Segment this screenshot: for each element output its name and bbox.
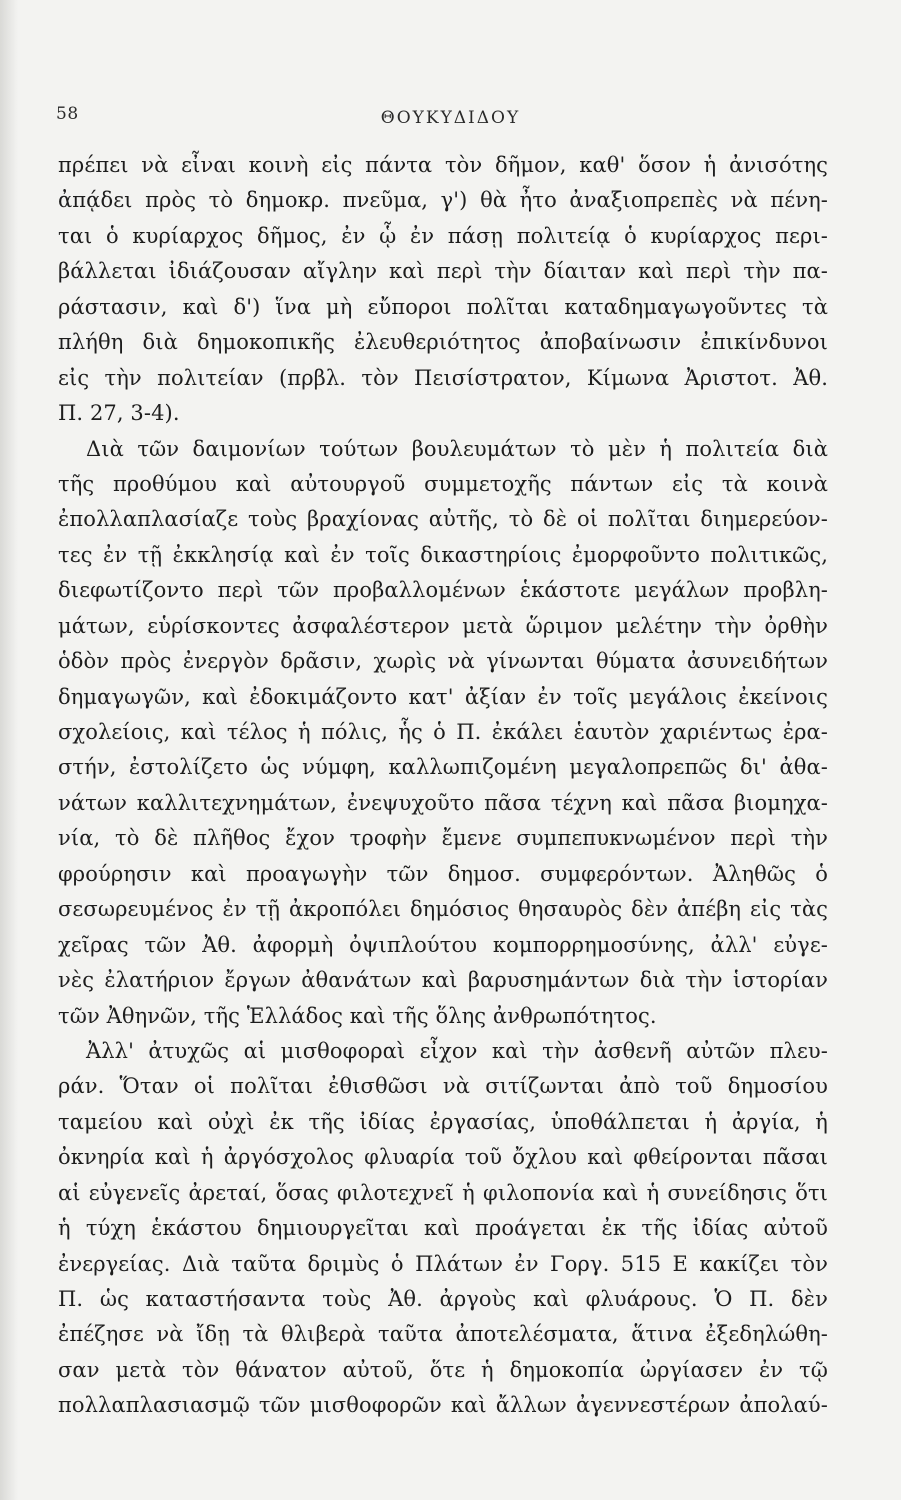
text-line: πολλαπλασιασμῷ τῶν μισθοφορῶν καὶ ἄλλων ἀγεννεστέρων ἀπολαύ- (58, 1393, 828, 1418)
text-line: ὁδὸν πρὸς ἐνεργὸν δρᾶσιν, χωρὶς νὰ γίνωνται θύματα ἀσυνειδήτων (58, 649, 828, 674)
text-line: δημαγωγῶν, καὶ ἐδοκιμάζοντο κατ' ἀξίαν ἐν τοῖς μεγάλοις ἐκείνοις (58, 684, 828, 709)
text-line: ράστασιν, καὶ δ') ἵνα μὴ εὔποροι πολῖται καταδημαγωγοῦντες τὰ (58, 294, 828, 319)
text-line: αἱ εὐγενεῖς ἀρεταί, ὅσας φιλοτεχνεῖ ἡ φιλοπονία καὶ ἡ συνείδησις ὅτι (58, 1180, 828, 1205)
text-line: Διὰ τῶν δαιμονίων τούτων βουλευμάτων τὸ μὲν ἡ πολιτεία διὰ (86, 436, 828, 461)
page-number: 58 (56, 104, 79, 124)
text-line: εἰς τὴν πολιτείαν (πρβλ. τὸν Πεισίστρατον, Κίμωνα Ἀριστοτ. Ἀθ. (58, 365, 828, 390)
text-line: πλήθη διὰ δημοκοπικῆς ἐλευθεριότητος ἀποβαίνωσιν ἐπικίνδυνοι (58, 330, 828, 355)
text-line: σχολείοις, καὶ τέλος ἡ πόλις, ἧς ὁ Π. ἐκάλει ἑαυτὸν χαριέντως ἐρα- (58, 720, 828, 744)
text-line: Ἀλλ' ἀτυχῶς αἱ μισθοφοραὶ εἶχον καὶ τὴν ἀσθενῆ αὐτῶν πλευ- (86, 1038, 828, 1063)
text-line: μάτων, εὑρίσκοντες ἀσφαλέστερον μετὰ ὥριμον μελέτην τὴν ὀρθὴν (58, 613, 828, 638)
text-line: ται ὁ κυρίαρχος δῆμος, ἐν ᾧ ἐν πάσῃ πολιτείᾳ ὁ κυρίαρχος περι- (58, 223, 828, 248)
text-line: ἐπολλαπλασίαζε τοὺς βραχίονας αὐτῆς, τὸ δὲ οἱ πολῖται διημερεύον- (58, 507, 828, 532)
text-line: βάλλεται ἰδιάζουσαν αἴγλην καὶ περὶ τὴν δίαιταν καὶ περὶ τὴν πα- (58, 259, 828, 284)
running-title: ΘΟΥΚΥΔΙΔΟΥ (380, 108, 521, 128)
text-line: ἀπᾴδει πρὸς τὸ δημοκρ. πνεῦμα, γ') θὰ ἦτο ἀναξιοπρεπὲς νὰ πένη- (58, 188, 828, 213)
text-line: στήν, ἐστολίζετο ὡς νύμφη, καλλωπιζομένη μεγαλοπρεπῶς δι' ἀθα- (58, 755, 828, 780)
text-line: διεφωτίζοντο περὶ τῶν προβαλλομένων ἑκάστοτε μεγάλων προβλη- (58, 578, 828, 603)
text-line: σεσωρευμένος ἐν τῇ ἀκροπόλει δημόσιος θησαυρὸς δὲν ἀπέβη εἰς τὰς (58, 897, 828, 922)
text-line: Π. 27, 3-4). (58, 401, 180, 426)
body-text (58, 148, 828, 1424)
text-line: ράν. Ὅταν οἱ πολῖται ἐθισθῶσι νὰ σιτίζωνται ἀπὸ τοῦ δημοσίου (58, 1074, 828, 1099)
text-line: Π. ὡς καταστήσαντα τοὺς Ἀθ. ἀργοὺς καὶ φλυάρους. Ὁ Π. δὲν (58, 1287, 828, 1311)
text-line: νία, τὸ δὲ πλῆθος ἔχον τροφὴν ἔμενε συμπεπυκνωμένον περὶ τὴν (58, 826, 828, 851)
text-line: ὀκνηρία καὶ ἡ ἀργόσχολος φλυαρία τοῦ ὄχλου καὶ φθείρονται πᾶσαι (58, 1145, 828, 1170)
text-line: φρούρησιν καὶ προαγωγὴν τῶν δημοσ. συμφερόντων. Ἀληθῶς ὁ (58, 861, 828, 886)
text-line: ἐνεργείας. Διὰ ταῦτα δριμὺς ὁ Πλάτων ἐν Γοργ. 515 Ε κακίζει τὸν (58, 1251, 828, 1276)
page-gutter-shadow (0, 0, 18, 1500)
text-line: ταμείου καὶ οὐχὶ ἐκ τῆς ἰδίας ἐργασίας, ὑποθάλπεται ἡ ἀργία, ἡ (58, 1109, 828, 1134)
text-line: τες ἐν τῇ ἐκκλησίᾳ καὶ ἐν τοῖς δικαστηρίοις ἐμορφοῦντο πολιτικῶς, (58, 542, 828, 567)
text-line: ἡ τύχη ἑκάστου δημιουργεῖται καὶ προάγεται ἐκ τῆς ἰδίας αὐτοῦ (58, 1216, 828, 1241)
text-line: τῆς προθύμου καὶ αὐτουργοῦ συμμετοχῆς πάντων εἰς τὰ κοινὰ (58, 471, 828, 496)
text-line: νάτων καλλιτεχνημάτων, ἐνεψυχοῦτο πᾶσα τέχνη καὶ πᾶσα βιομηχα- (58, 790, 828, 815)
text-line: πρέπει νὰ εἶναι κοινὴ εἰς πάντα τὸν δῆμον, καθ' ὅσον ἡ ἀνισότης (58, 153, 828, 177)
text-line: τῶν Ἀθηνῶν, τῆς Ἑλλάδος καὶ τῆς ὅλης ἀνθρωπότητος. (58, 1003, 657, 1028)
text-line: ἐπέζησε νὰ ἴδῃ τὰ θλιβερὰ ταῦτα ἀποτελέσματα, ἅτινα ἐξεδηλώθη- (58, 1322, 828, 1347)
text-line: χεῖρας τῶν Ἀθ. ἀφορμὴ ὀψιπλούτου κομπορρημοσύνης, ἀλλ' εὐγε- (58, 932, 828, 957)
text-line: σαν μετὰ τὸν θάνατον αὐτοῦ, ὅτε ἡ δημοκοπία ὠργίασεν ἐν τῷ (58, 1357, 828, 1382)
text-line: νὲς ἐλατήριον ἔργων ἀθανάτων καὶ βαρυσημάντων διὰ τὴν ἱστορίαν (58, 968, 828, 993)
